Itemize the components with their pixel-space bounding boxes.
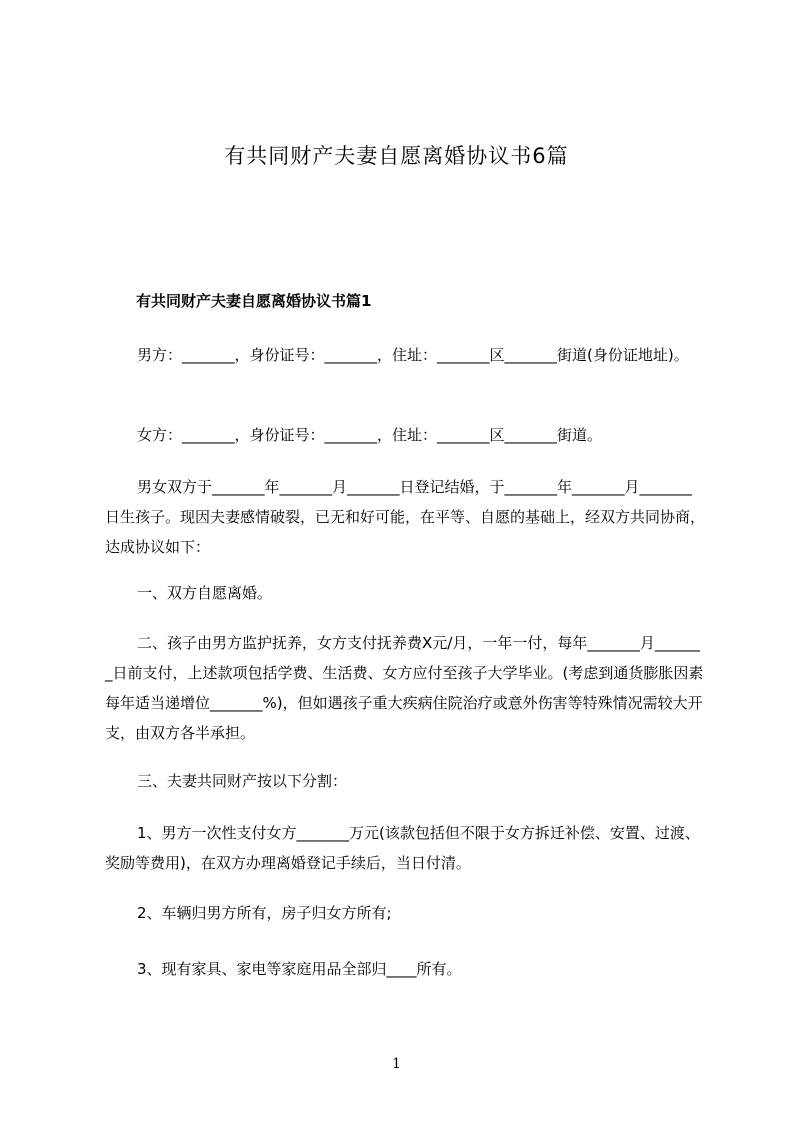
page-number: 1 bbox=[392, 1056, 401, 1072]
paragraph-item-1: 1、男方一次性支付女方_______万元(该款包括但不限于女方拆迁补偿、安置、过渡、奖励等费用)，在双方办理离婚登记手续后，当日付清。 bbox=[105, 824, 700, 872]
paragraph-wife-info: 女方：_______，身份证号：_______，住址：_______区_______街道。 bbox=[137, 426, 603, 444]
paragraph-husband-info: 男方：_______，身份证号：_______，住址：_______区_______街道(身份证地址)。 bbox=[137, 346, 689, 364]
paragraph-clause-1: 一、双方自愿离婚。 bbox=[137, 584, 273, 602]
document-title: 有共同财产夫妻自愿离婚协议书6篇 bbox=[224, 144, 569, 168]
paragraph-item-3: 3、现有家具、家电等家庭用品全部归____所有。 bbox=[137, 960, 462, 978]
paragraph-clause-3: 三、夫妻共同财产按以下分割： bbox=[137, 772, 348, 790]
paragraph-clause-2: 二、孩子由男方监护抚养，女方支付抚养费X元/月，一年一付，每年_______月_______日前支付，上述款项包括学费、生活费、女方应付至孩子大学毕业。(考虑到通货膨胀因素每年适当递增位_______%)，但如遇孩子重大疾病住院治疗或意外伤害等特殊情况需较大开支，由双方各半承担。 bbox=[105, 634, 704, 742]
paragraph-item-2: 2、车辆归男方所有，房子归女方所有; bbox=[137, 904, 392, 922]
section-title: 有共同财产夫妻自愿离婚协议书篇1 bbox=[136, 292, 372, 310]
paragraph-marriage-info: 男女双方于_______年_______月_______日登记结婚，于_______年_______月_______日生孩子。现因夫妻感情破裂，已无和好可能，在平等、自愿的基础上，经双方共同协商，达成协议如下： bbox=[105, 478, 706, 556]
